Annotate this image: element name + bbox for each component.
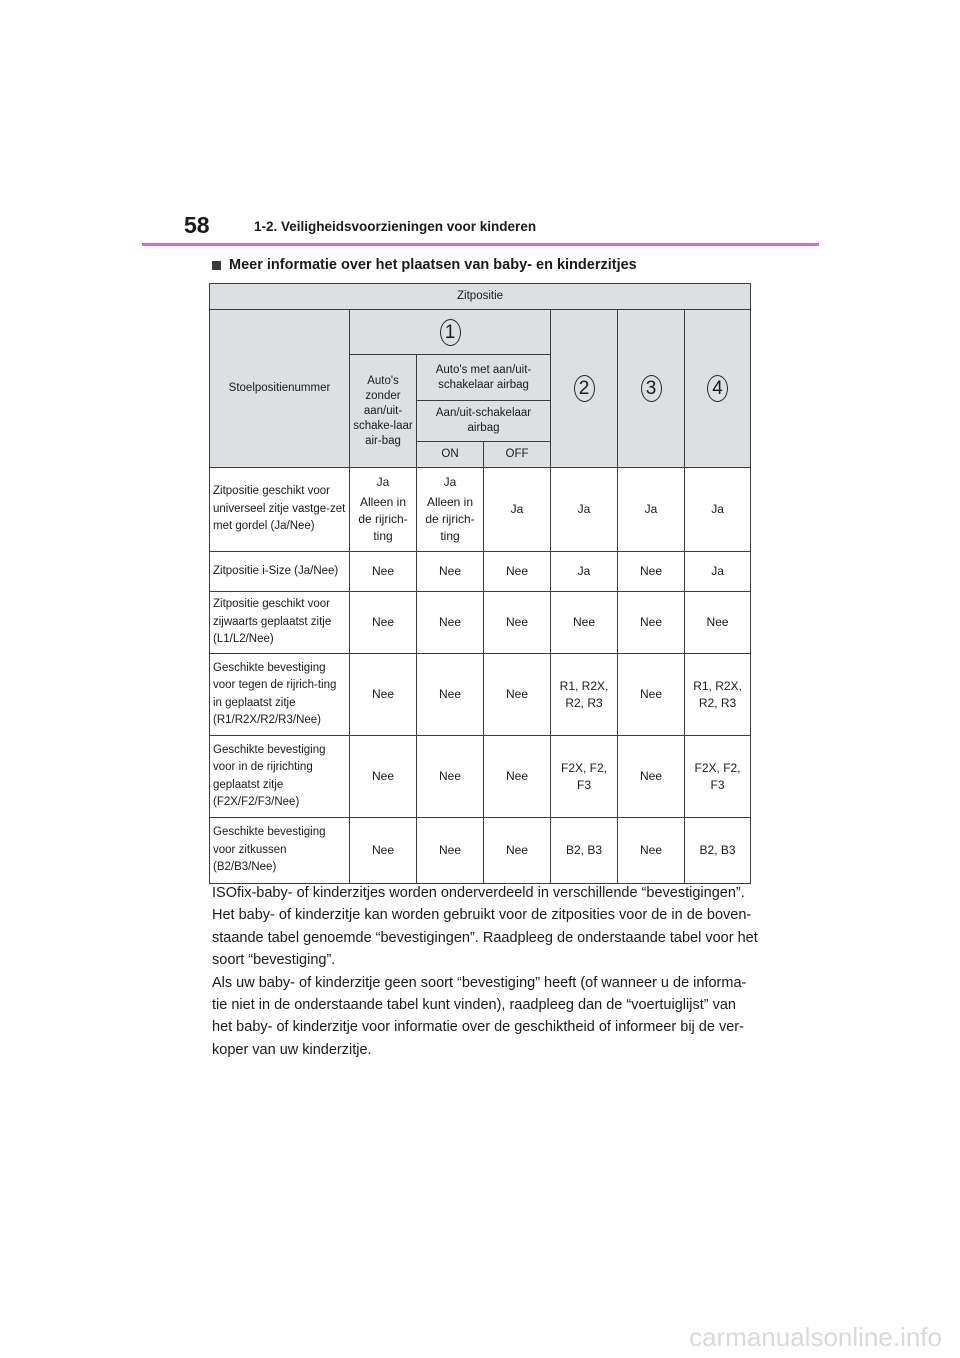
table-cell: Nee [618, 736, 685, 818]
table-cell: Nee [350, 654, 417, 736]
table-cell: Ja [484, 468, 551, 552]
table-cell: B2, B3 [551, 818, 618, 884]
section-heading [212, 257, 637, 273]
seat-position-table [209, 283, 751, 884]
header-divider [142, 243, 819, 246]
table-cell: F2X, F2, F3 [551, 736, 618, 818]
table-cell: Nee [350, 818, 417, 884]
row-label: Zitpositie geschikt voor zijwaarts geplaatst zitje (L1/L2/Nee) [210, 592, 350, 654]
cell-note: Alleen in de rijrich-ting [358, 495, 408, 543]
zitpositie-header: Zitpositie [210, 284, 751, 310]
table-cell: Nee [350, 592, 417, 654]
table-cell [417, 468, 484, 552]
table-row [210, 736, 751, 818]
circled-number-2-icon: 2 [574, 375, 595, 402]
table-cell: Nee [618, 818, 685, 884]
circled-number-3-icon: 3 [641, 375, 662, 402]
table-cell [350, 468, 417, 552]
table-cell: R1, R2X, R2, R3 [551, 654, 618, 736]
row-label: Geschikte bevestiging voor in de rijrichting geplaatst zitje (F2X/F2/F3/Nee) [210, 736, 350, 818]
table-cell: Nee [484, 736, 551, 818]
table-cell: Ja [551, 552, 618, 592]
table-row [210, 818, 751, 884]
seat-position-4-header [685, 310, 751, 468]
row-label: Zitpositie i-Size (Ja/Nee) [210, 552, 350, 592]
seat-position-1-header [350, 310, 551, 355]
section-heading-text: Meer informatie over het plaatsen van baby- en kinderzitjes [229, 257, 637, 273]
table-cell: Ja [618, 468, 685, 552]
table-cell: R1, R2X, R2, R3 [685, 654, 751, 736]
table-cell: Nee [350, 736, 417, 818]
seat-position-2-header [551, 310, 618, 468]
table-cell: Nee [551, 592, 618, 654]
table-cell: Nee [417, 654, 484, 736]
table-cell: Nee [417, 818, 484, 884]
table-cell: Nee [685, 592, 751, 654]
circled-number-4-icon: 4 [707, 375, 728, 402]
table-row [210, 468, 751, 552]
table-cell: Ja [685, 468, 751, 552]
stoelpositienummer-header: Stoelpositienummer [210, 310, 350, 468]
section-title: 1-2. Veiligheidsvoorzieningen voor kinderen [254, 219, 537, 234]
table-cell: Nee [417, 736, 484, 818]
table-cell: Nee [484, 592, 551, 654]
paragraph: Als uw baby- of kinderzitje geen soort “bevestiging” heeft (of wanneer u de informa-tie niet in de onderstaande tabel kunt vinden), raadpleeg dan de “voertuiglijst” van het baby- of kinderzitje voor informatie over de geschiktheid of informeer bij de ver-koper van uw kinderzitje. [212, 974, 747, 1058]
seat-position-3-header [618, 310, 685, 468]
cell-note: Alleen in de rijrich-ting [425, 495, 475, 543]
cell-value: Ja [443, 475, 457, 489]
table-cell: Nee [484, 818, 551, 884]
cell-value: Ja [376, 475, 390, 489]
autos-zonder-schakelaar-header: Auto's zonder aan/uit-schake-laar air-bag [350, 355, 417, 468]
page-number: 58 [184, 212, 210, 238]
airbag-on-header: ON [417, 442, 484, 468]
table-cell: Nee [618, 592, 685, 654]
schakelaar-airbag-header: Aan/uit-schakelaar airbag [417, 401, 551, 442]
table-cell: Nee [417, 592, 484, 654]
table-cell: Nee [484, 654, 551, 736]
circled-number-1-icon: 1 [440, 319, 461, 346]
table-cell: Nee [618, 552, 685, 592]
table-cell: Nee [350, 552, 417, 592]
table-row [210, 552, 751, 592]
table-cell: F2X, F2, F3 [685, 736, 751, 818]
row-label: Zitpositie geschikt voor universeel zitje vastge-zet met gordel (Ja/Nee) [210, 468, 350, 552]
autos-met-schakelaar-header: Auto's met aan/uit-schakelaar airbag [417, 355, 551, 401]
table-row [210, 654, 751, 736]
table-cell: B2, B3 [685, 818, 751, 884]
watermark: carmanualsonline.info [689, 1322, 942, 1352]
table-cell: Nee [417, 552, 484, 592]
table-cell: Nee [618, 654, 685, 736]
table-cell: Ja [551, 468, 618, 552]
table-row [210, 592, 751, 654]
table-cell: Ja [685, 552, 751, 592]
airbag-off-header: OFF [484, 442, 551, 468]
table-cell: Nee [484, 552, 551, 592]
body-text [212, 882, 760, 1061]
row-label: Geschikte bevestiging voor tegen de rijrich-ting in geplaatst zitje (R1/R2X/R2/R3/Nee) [210, 654, 350, 736]
square-bullet-icon [212, 261, 221, 270]
row-label: Geschikte bevestiging voor zitkussen (B2/B3/Nee) [210, 818, 350, 884]
paragraph: ISOfix-baby- of kinderzitjes worden onderverdeeld in verschillende “bevestigingen”. Het baby- of kinderzitje kan worden gebruikt voor de zitposities voor de in de boven-staande tabel genoemde “bevestigingen”. Raadpleeg de onderstaande tabel voor het soort “bevestiging”. [212, 885, 758, 969]
